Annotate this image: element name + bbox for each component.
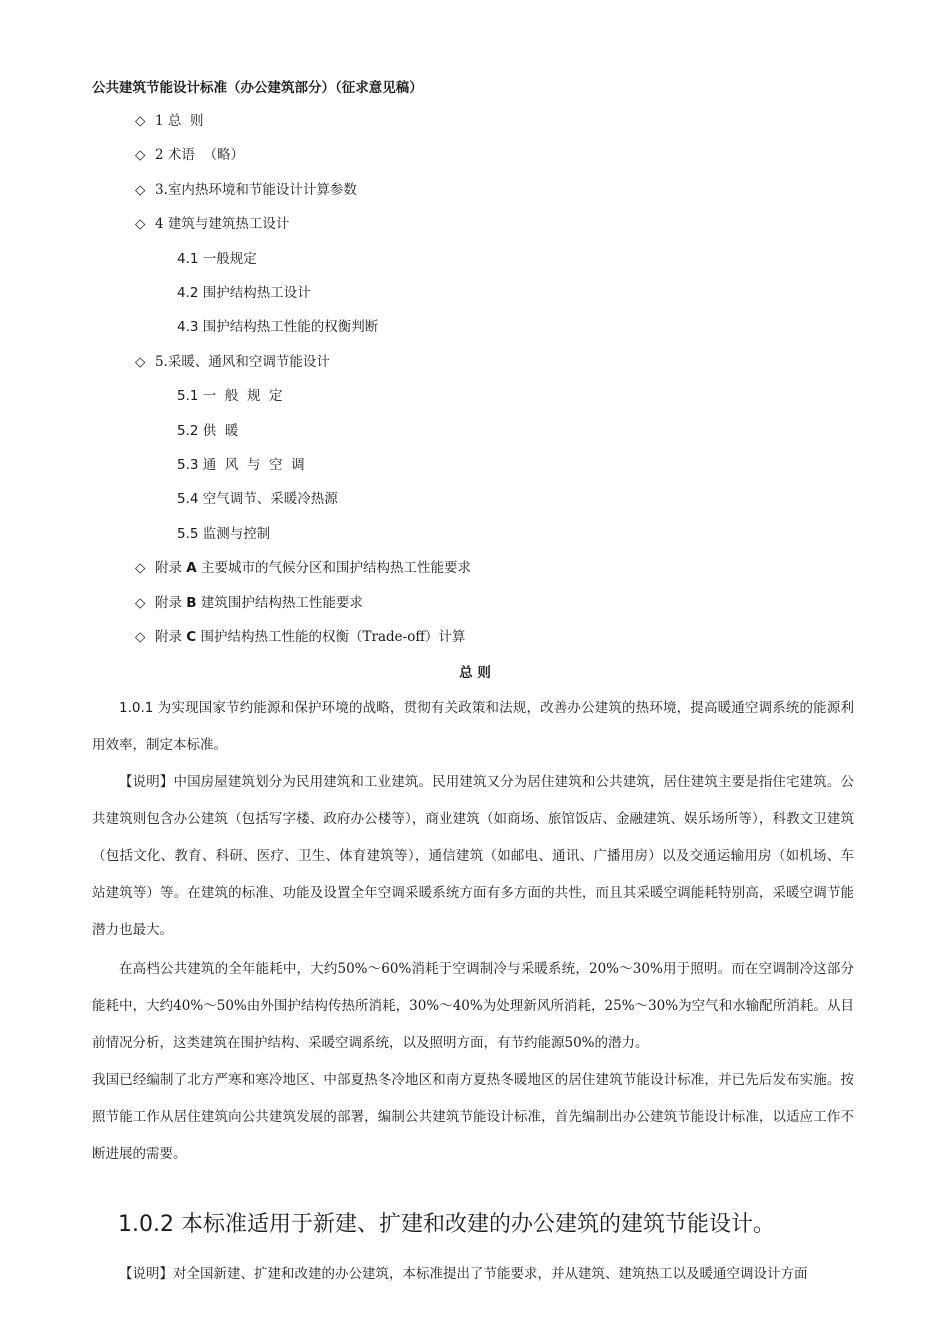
toc-label: 一般规定 bbox=[198, 250, 257, 267]
toc-label: 围护结构热工性能的权衡（Trade-off）计算 bbox=[196, 629, 466, 645]
appendix-letter: C bbox=[186, 629, 197, 645]
toc-label: 2 术语 （略） bbox=[155, 147, 244, 164]
clause-1-0-2 bbox=[118, 1205, 775, 1245]
diamond-bullet-icon: ◇ bbox=[135, 560, 146, 577]
toc-item bbox=[177, 386, 283, 406]
toc-item bbox=[177, 317, 378, 337]
toc-label: 监测与控制 bbox=[198, 525, 271, 542]
toc-number: 4.3 bbox=[177, 319, 199, 336]
toc-number: 5.3 bbox=[177, 457, 199, 473]
diamond-bullet-icon: ◇ bbox=[135, 181, 146, 198]
toc-number: 5.1 bbox=[177, 388, 199, 405]
appendix-prefix: 附录 bbox=[155, 629, 187, 645]
toc-label: 围护结构热工性能的权衡判断 bbox=[198, 319, 379, 336]
diamond-bullet-icon: ◇ bbox=[135, 629, 146, 645]
diamond-bullet-icon: ◇ bbox=[135, 113, 146, 129]
diamond-bullet-icon: ◇ bbox=[135, 147, 146, 164]
toc-item bbox=[135, 627, 465, 647]
toc-item bbox=[177, 249, 257, 269]
toc-label: 通 风 与 空 调 bbox=[198, 457, 305, 473]
toc-item bbox=[135, 145, 244, 165]
toc-item bbox=[177, 283, 311, 303]
appendix-letter: A bbox=[186, 560, 197, 577]
document-title: 公共建筑节能设计标准（办公建筑部分）（征求意见稿） bbox=[92, 80, 423, 96]
toc-label: 3.室内热环境和节能设计计算参数 bbox=[155, 181, 357, 198]
toc-label: 建筑围护结构热工性能要求 bbox=[196, 594, 363, 611]
toc-label: 5.采暖、通风和空调节能设计 bbox=[155, 353, 330, 370]
toc-item bbox=[135, 111, 203, 131]
toc-item bbox=[177, 455, 305, 475]
toc-number: 5.4 bbox=[177, 491, 199, 508]
toc-item bbox=[135, 180, 357, 200]
toc-label: 1 总 则 bbox=[155, 113, 204, 129]
clause-number: 1.0.1 bbox=[119, 700, 154, 716]
note-text: 中国房屋建筑划分为民用建筑和工业建筑。民用建筑又分为居住建筑和公共建筑，居住建筑主要是指住宅建筑。公共建筑则包含办公建筑（包括写字楼、政府办公楼等），商业建筑（如商场、旅馆饭店、金融建筑、娱乐场所等），科教文卫建筑（包括文化、教育、科研、医疗、卫生、体育建筑等），通信建筑（如邮电、通讯、广播用房）以及交通运输用房（如机场、车站建筑等）等。在建筑的标准、功能及设置全年空调采暖系统方面有多方面的共性，而且其采暖空调能耗特别高，采暖空调节能潜力也最大。 bbox=[92, 774, 854, 938]
note-label: 【说明】 bbox=[119, 1266, 173, 1282]
toc-label: 一 般 规 定 bbox=[198, 388, 283, 405]
toc-label: 主要城市的气候分区和围护结构热工性能要求 bbox=[196, 560, 472, 577]
toc-item bbox=[177, 421, 238, 441]
note-text: 对全国新建、扩建和改建的办公建筑，本标准提出了节能要求，并从建筑、建筑热工以及暖通空调设计方面 bbox=[173, 1266, 808, 1282]
paragraph-energy: 在高档公共建筑的全年能耗中，大约50%～60%消耗于空调制冷与采暖系统，20%～30%用于照明。而在空调制冷这部分能耗中，大约40%～50%由外围护结构传热所消耗，30%～40%为处理新风所消耗，25%～30%为空气和水输配所消耗。从目前情况分析，这类建筑在围护结构、采暖空调系统，以及照明方面，有节约能源50%的潜力。 bbox=[92, 961, 854, 1051]
toc-number: 5.5 bbox=[177, 525, 199, 542]
clause-number: 1.0.2 bbox=[118, 1212, 174, 1237]
toc-label: 围护结构热工设计 bbox=[198, 285, 311, 301]
paragraph-1-0-1 bbox=[92, 690, 854, 764]
toc-label: 4 建筑与建筑热工设计 bbox=[155, 216, 290, 233]
toc-item bbox=[135, 593, 363, 613]
diamond-bullet-icon: ◇ bbox=[135, 353, 146, 370]
toc-number: 4.2 bbox=[177, 285, 199, 301]
toc-label: 供 暖 bbox=[198, 422, 239, 439]
appendix-prefix: 附录 bbox=[155, 594, 187, 611]
note-label: 【说明】 bbox=[119, 774, 174, 790]
appendix-letter: B bbox=[186, 594, 197, 611]
toc-item bbox=[177, 489, 338, 509]
section-heading: 总 则 bbox=[459, 665, 491, 681]
toc-number: 5.2 bbox=[177, 422, 199, 439]
diamond-bullet-icon: ◇ bbox=[135, 216, 146, 233]
toc-number: 4.1 bbox=[177, 250, 199, 267]
paragraph-standards: 我国已经编制了北方严寒和寒冷地区、中部夏热冬冷地区和南方夏热冬暖地区的居住建筑节能设计标准，并已先后发布实施。按照节能工作从居住建筑向公共建筑发展的部署，编制公共建筑节能设计标准，首先编制出办公建筑节能设计标准，以适应工作不断进展的需要。 bbox=[92, 1072, 854, 1162]
toc-item bbox=[135, 352, 330, 372]
toc-label: 空气调节、采暖冷热源 bbox=[198, 491, 338, 508]
note-paragraph-1 bbox=[92, 764, 854, 949]
appendix-prefix: 附录 bbox=[155, 560, 187, 577]
note-paragraph-2 bbox=[92, 1256, 854, 1293]
clause-text: 本标准适用于新建、扩建和改建的办公建筑的建筑节能设计。 bbox=[173, 1212, 775, 1237]
toc-item bbox=[135, 214, 289, 234]
clause-text: 为实现国家节约能源和保护环境的战略，贯彻有关政策和法规，改善办公建筑的热环境，提高暖通空调系统的能源利用效率，制定本标准。 bbox=[92, 700, 854, 753]
diamond-bullet-icon: ◇ bbox=[135, 594, 146, 611]
toc-item bbox=[135, 558, 471, 578]
toc-item bbox=[177, 524, 270, 544]
